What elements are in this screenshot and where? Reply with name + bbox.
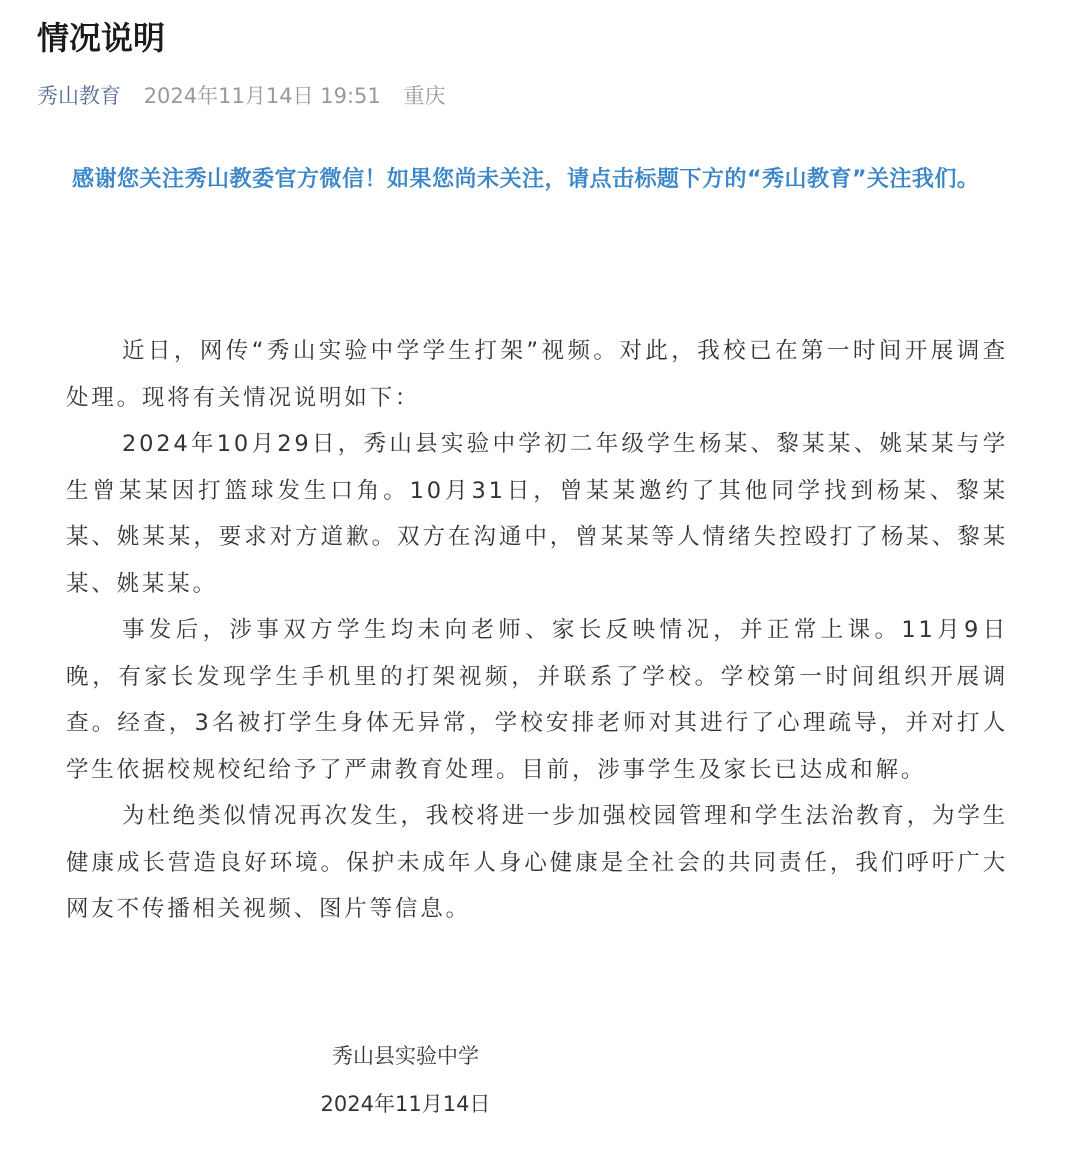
signature-name: 秀山县实验中学 [332,1044,479,1068]
article-body [66,328,1008,933]
publish-location: 重庆 [403,84,446,108]
article-meta [37,78,445,114]
signature-date: 2024年11月14日 [320,1092,491,1116]
account-name-link[interactable]: 秀山教育 [37,84,121,108]
body-paragraph: 事发后，涉事双方学生均未向老师、家长反映情况，并正常上课。11月9日晚，有家长发现学生手机里的打架视频，并联系了学校。学校第一时间组织开展调查。经查，3名被打学生身体无异常，学校安排老师对其进行了心理疏导，并对打人学生依据校规校纪给予了严肃教育处理。目前，涉事学生及家长已达成和解。 [66,617,1008,783]
body-paragraph: 2024年10月29日，秀山县实验中学初二年级学生杨某、黎某某、姚某某与学生曾某某因打篮球发生口角。10月31日，曾某某邀约了其他同学找到杨某、黎某某、姚某某，要求对方道歉。双方在沟通中，曾某某等人情绪失控殴打了杨某、黎某某、姚某某。 [66,431,1008,597]
publish-datetime: 2024年11月14日 19:51 [143,84,381,108]
page-title: 情况说明 [37,19,166,57]
follow-notice: 感谢您关注秀山教委官方微信！如果您尚未关注，请点击标题下方的“秀山教育”关注我们。 [72,167,980,192]
body-paragraph: 为杜绝类似情况再次发生，我校将进一步加强校园管理和学生法治教育，为学生健康成长营造良好环境。保护未成年人身心健康是全社会的共同责任，我们呼吁广大网友不传播相关视频、图片等信息。 [66,803,1008,922]
body-paragraph: 近日，网传“秀山实验中学学生打架”视频。对此，我校已在第一时间开展调查处理。现将有关情况说明如下： [66,338,1008,411]
